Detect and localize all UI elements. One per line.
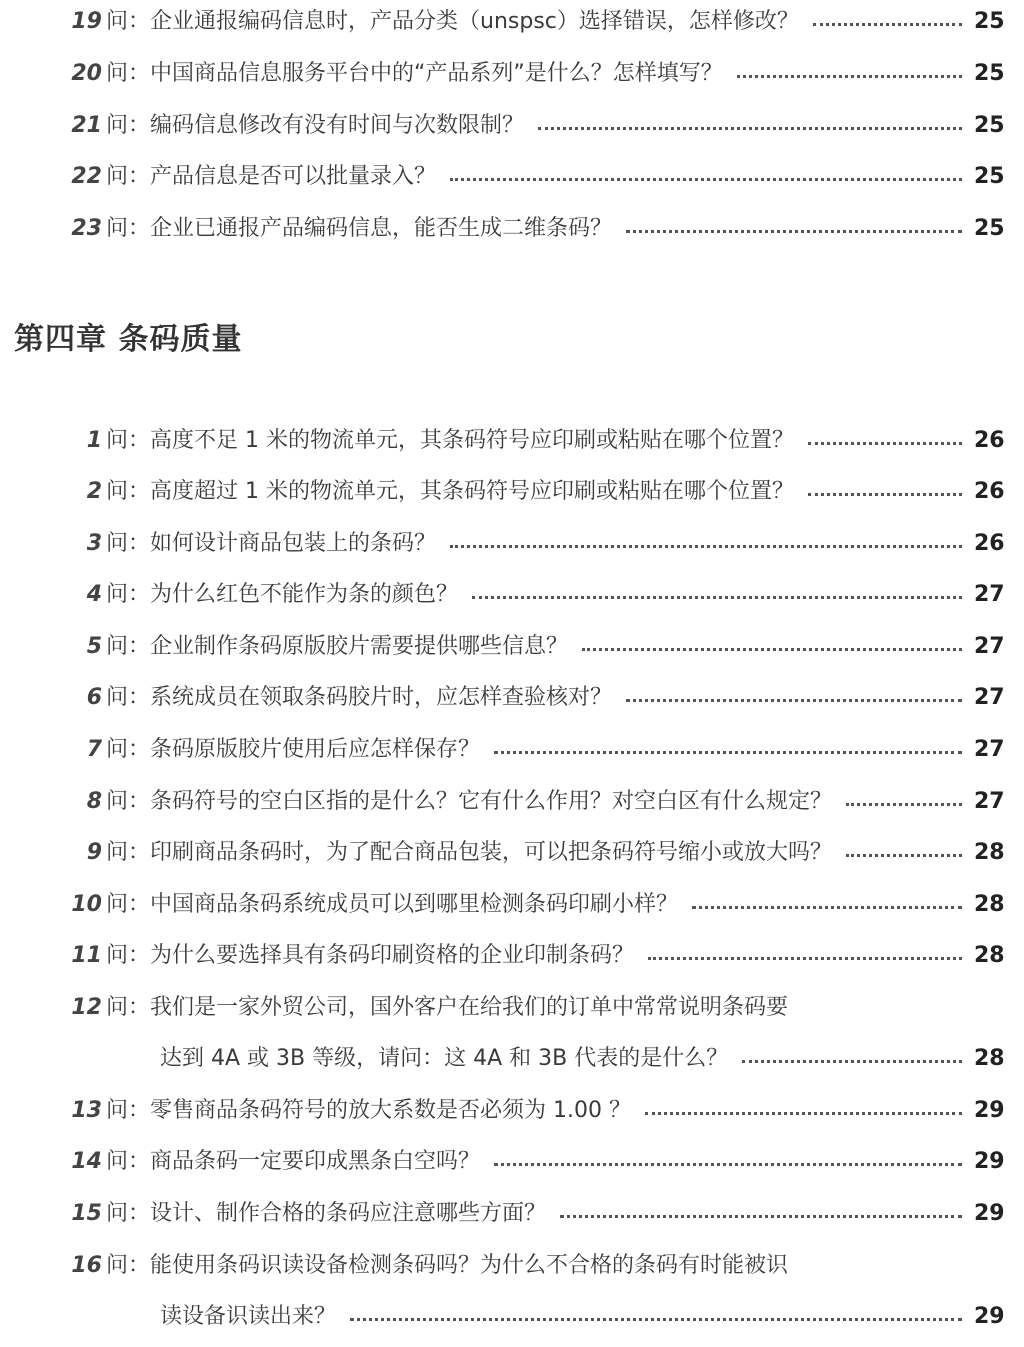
colon: ： [128,737,151,762]
question-text: 条码原版胶片使用后应怎样保存？ [150,737,481,762]
colon: ： [128,685,151,710]
colon: ： [128,789,151,814]
toc-entry[interactable] [0,681,1005,715]
toc-entry[interactable] [0,630,1005,664]
page-number: 25 [974,216,1005,241]
leader-dots [808,493,962,496]
question-label: 问 [106,943,129,968]
question-label: 问 [106,1253,129,1278]
colon: ： [128,634,151,659]
question-number: 16 [71,1253,102,1278]
colon: ： [128,892,151,917]
question-number: 20 [71,61,102,86]
toc-entry[interactable] [0,991,1002,1025]
leader-dots [737,75,962,78]
question-number: 13 [71,1098,102,1123]
colon: ： [128,216,151,241]
question-number: 3 [86,531,102,556]
colon: ： [128,840,151,865]
question-number: 10 [71,892,102,917]
question-text: 商品条码一定要印成黑条白空吗？ [150,1149,481,1174]
leader-dots [808,442,962,445]
page-number: 27 [974,789,1005,814]
leader-dots [450,545,962,548]
question-number: 5 [86,634,102,659]
question-text: 为什么红色不能作为条的颜色？ [150,582,459,607]
toc-entry[interactable] [0,475,1005,509]
page-number: 27 [974,582,1005,607]
question-number: 12 [71,995,102,1020]
toc-entry[interactable] [0,57,1005,91]
page-number: 28 [974,840,1005,865]
question-text: 零售商品条码符号的放大系数是否必须为 1.00 ？ [150,1098,631,1123]
toc-entry[interactable] [0,578,1005,612]
page-number: 29 [974,1098,1005,1123]
leader-dots [560,1215,962,1218]
leader-dots [472,596,962,599]
question-number: 9 [86,840,102,865]
colon: ： [128,164,151,189]
question-label: 问 [106,634,129,659]
question-text: 我们是一家外贸公司，国外客户在给我们的订单中常常说明条码要 [150,995,789,1020]
colon: ： [128,582,151,607]
leader-dots [626,699,962,702]
page-number: 28 [974,943,1005,968]
page-number: 29 [974,1149,1005,1174]
page-number: 26 [974,428,1005,453]
toc-entry[interactable] [0,1094,1005,1128]
question-label: 问 [106,582,129,607]
toc-entry[interactable] [0,785,1005,819]
question-label: 问 [106,1201,129,1226]
colon: ： [128,428,151,453]
colon: ： [128,9,151,34]
question-text: 企业通报编码信息时，产品分类（unspsc）选择错误，怎样修改？ [150,9,799,34]
leader-dots [645,1112,962,1115]
toc-entry[interactable] [0,1249,1002,1283]
page-number: 29 [974,1201,1005,1226]
question-number: 7 [86,737,102,762]
question-label: 问 [106,428,129,453]
page-number: 29 [974,1304,1005,1329]
page-number: 25 [974,164,1005,189]
question-text: 高度超过 1 米的物流单元，其条码符号应印刷或粘贴在哪个位置？ [150,479,795,504]
toc-entry[interactable] [0,5,1005,39]
question-text-continued: 达到 4A 或 3B 等级，请问：这 4A 和 3B 代表的是什么？ [160,1046,729,1071]
question-number: 8 [86,789,102,814]
question-text: 编码信息修改有没有时间与次数限制？ [150,113,525,138]
toc-entry-continuation[interactable] [0,1042,1005,1076]
chapter-title: 第四章 条码质量 [14,322,243,357]
question-text: 如何设计商品包装上的条码？ [150,531,437,556]
question-label: 问 [106,789,129,814]
colon: ： [128,61,151,86]
page-number: 28 [974,1046,1005,1071]
question-text: 产品信息是否可以批量录入？ [150,164,437,189]
question-label: 问 [106,9,129,34]
question-label: 问 [106,1098,129,1123]
leader-dots [626,230,962,233]
colon: ： [128,1098,151,1123]
colon: ： [128,113,151,138]
leader-dots [538,127,962,130]
question-label: 问 [106,892,129,917]
question-text: 中国商品条码系统成员可以到哪里检测条码印刷小样？ [150,892,679,917]
question-number: 6 [86,685,102,710]
page-number: 26 [974,479,1005,504]
leader-dots [846,803,962,806]
question-text: 为什么要选择具有条码印刷资格的企业印制条码？ [150,943,635,968]
question-text: 能使用条码识读设备检测条码吗？为什么不合格的条码有时能被识 [150,1253,789,1278]
leader-dots [494,1163,962,1166]
question-label: 问 [106,685,129,710]
question-number: 21 [71,113,102,138]
toc-entry[interactable] [0,160,1005,194]
colon: ： [128,531,151,556]
toc-entry[interactable] [0,1145,1005,1179]
toc-entry[interactable] [0,1197,1005,1231]
toc-entry[interactable] [0,733,1005,767]
leader-dots [813,23,962,26]
question-label: 问 [106,995,129,1020]
colon: ： [128,943,151,968]
question-text: 企业已通报产品编码信息，能否生成二维条码？ [150,216,613,241]
toc-entry[interactable] [0,888,1005,922]
question-number: 23 [71,216,102,241]
toc-entry[interactable] [0,212,1005,246]
leader-dots [350,1318,962,1321]
question-label: 问 [106,164,129,189]
page-number: 27 [974,634,1005,659]
question-label: 问 [106,61,129,86]
leader-dots [494,751,962,754]
question-label: 问 [106,737,129,762]
question-number: 2 [86,479,102,504]
question-label: 问 [106,479,129,504]
toc-entry[interactable] [0,527,1005,561]
toc-entry[interactable] [0,939,1005,973]
page-number: 26 [974,531,1005,556]
colon: ： [128,1149,151,1174]
leader-dots [692,906,962,909]
page-number: 25 [974,9,1005,34]
page-number: 25 [974,61,1005,86]
question-text-continued: 读设备识读出来？ [160,1304,337,1329]
question-label: 问 [106,216,129,241]
page-number: 27 [974,737,1005,762]
question-text: 系统成员在领取条码胶片时，应怎样查验核对？ [150,685,613,710]
question-text: 印刷商品条码时，为了配合商品包装，可以把条码符号缩小或放大吗？ [150,840,833,865]
question-number: 11 [71,943,102,968]
page-number: 27 [974,685,1005,710]
leader-dots [582,648,962,651]
question-text: 高度不足 1 米的物流单元，其条码符号应印刷或粘贴在哪个位置？ [150,428,795,453]
colon: ： [128,479,151,504]
question-label: 问 [106,113,129,138]
question-text: 条码符号的空白区指的是什么？它有什么作用？对空白区有什么规定？ [150,789,833,814]
leader-dots [648,957,962,960]
colon: ： [128,1201,151,1226]
question-text: 企业制作条码原版胶片需要提供哪些信息？ [150,634,569,659]
question-number: 4 [86,582,102,607]
leader-dots [450,178,962,181]
colon: ： [128,995,151,1020]
question-number: 22 [71,164,102,189]
leader-dots [846,854,962,857]
toc-entry[interactable] [0,109,1005,143]
question-number: 15 [71,1201,102,1226]
colon: ： [128,1253,151,1278]
question-label: 问 [106,840,129,865]
toc-entry[interactable] [0,836,1005,870]
page-number: 28 [974,892,1005,917]
question-number: 19 [71,9,102,34]
question-text: 中国商品信息服务平台中的“产品系列”是什么？怎样填写？ [150,61,723,86]
question-number: 1 [86,428,102,453]
question-number: 14 [71,1149,102,1174]
question-label: 问 [106,531,129,556]
toc-entry-continuation[interactable] [0,1300,1005,1334]
question-text: 设计、制作合格的条码应注意哪些方面？ [150,1201,547,1226]
page-number: 25 [974,113,1005,138]
question-label: 问 [106,1149,129,1174]
leader-dots [742,1060,962,1063]
toc-entry[interactable] [0,424,1005,458]
